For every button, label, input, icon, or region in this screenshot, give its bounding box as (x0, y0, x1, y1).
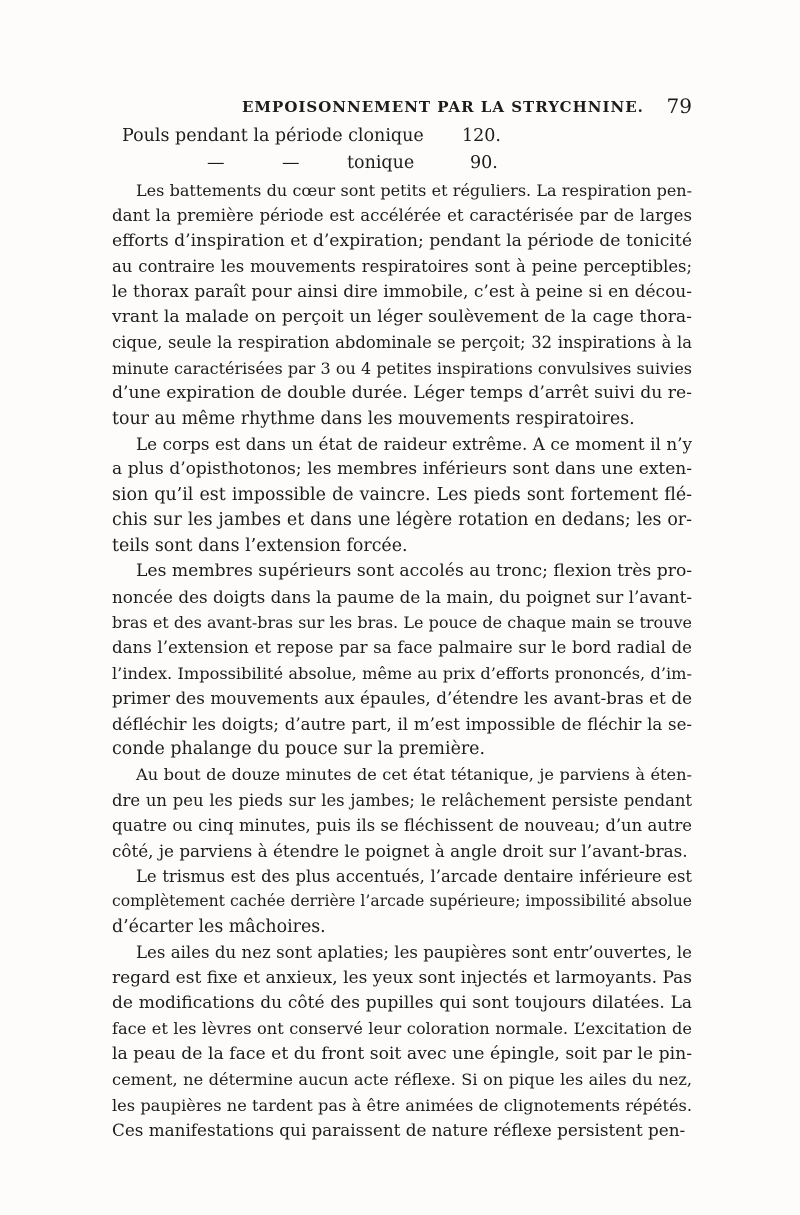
text-line: regard est fixe et anxieux, les yeux sont injectés et larmoyants. Pas (112, 967, 692, 988)
text-line: d’une expiration de double durée. Léger temps d’arrêt suivi du re- (112, 383, 692, 404)
text-line: complètement cachée derrière l’arcade supérieure; impossibilité absolue (112, 892, 692, 911)
text-line: le thorax paraît pour ainsi dire immobile, c’est à peine si en décou- (112, 281, 692, 302)
text-paragraphs (112, 178, 692, 1143)
text-line: de modifications du côté des pupilles qui sont toujours dilatées. La (112, 993, 692, 1013)
pulse-tonic-line (112, 151, 692, 178)
text-line: Ces manifestations qui paraissent de nature réflexe persistent pen- (112, 1120, 686, 1141)
text-line: face et les lèvres ont conservé leur coloration normale. L’excitation de (112, 1019, 692, 1039)
text-line: tour au même rhythme dans les mouvements respiratoires. (112, 408, 635, 429)
text-line: dre un peu les pieds sur les jambes; le relâchement persiste pendant (112, 790, 692, 810)
page-body (112, 124, 692, 1143)
text-line: dant la première période est accélérée et caractérisée par de larges (112, 206, 692, 226)
text-line: minute caractérisées par 3 ou 4 petites inspirations convulsives suivies (112, 358, 692, 378)
pulse-clonic-line (112, 124, 692, 151)
text-line: teils sont dans l’extension forcée. (112, 535, 408, 556)
text-line: Le corps est dans un état de raideur extrême. A ce moment il n’y (136, 434, 692, 455)
paragraph (112, 559, 692, 762)
page-header (112, 96, 692, 126)
text-line: Au bout de douze minutes de cet état tétanique, je parviens à éten- (136, 765, 692, 785)
text-line: cique, seule la respiration abdominale se perçoit; 32 inspirations à la (112, 333, 692, 353)
paragraph (112, 940, 692, 1143)
text-line: au contraire les mouvements respiratoires sont à peine perceptibles; (112, 257, 692, 277)
text-line: la peau de la face et du front soit avec une épingle, soit par le pin- (112, 1043, 692, 1064)
pulse-clonic-label: Pouls pendant la période clonique (122, 126, 424, 146)
text-line: Les membres supérieurs sont accolés au tronc; flexion très pro- (136, 561, 693, 582)
pulse-tonic-value: 90. (470, 153, 498, 173)
text-line: efforts d’inspiration et d’expiration; pendant la période de tonicité (112, 230, 692, 251)
text-line: sion qu’il est impossible de vaincre. Les pieds sont fortement flé- (112, 484, 692, 505)
running-title: EMPOISONNEMENT PAR LA STRYCHNINE. (242, 98, 644, 116)
paragraph (112, 762, 692, 864)
text-line: cement, ne détermine aucun acte réflexe. Si on pique les ailes du nez, (112, 1070, 692, 1090)
text-line: noncée des doigts dans la paume de la main, du poignet sur l’avant- (112, 586, 692, 607)
text-line: quatre ou cinq minutes, puis ils se fléchissent de nouveau; d’un autre (112, 816, 692, 836)
text-line: dans l’extension et repose par sa face palmaire sur le bord radial de (112, 638, 692, 658)
text-line: Les battements du cœur sont petits et réguliers. La respiration pen- (136, 181, 692, 200)
pulse-tonic-label: tonique (347, 153, 415, 173)
paragraph (112, 178, 692, 432)
text-line: l’index. Impossibilité absolue, même au prix d’efforts prononcés, d’im- (112, 663, 692, 683)
paragraph (112, 432, 692, 559)
page-number: 79 (666, 94, 692, 118)
text-line: d’écarter les mâchoires. (112, 916, 326, 937)
text-line: conde phalange du pouce sur la première. (112, 738, 486, 759)
text-line: Les ailes du nez sont aplaties; les paupières sont entr’ouvertes, le (136, 943, 692, 963)
text-line: a plus d’opisthotonos; les membres inférieurs sont dans une exten- (112, 459, 692, 480)
text-line: vrant la malade on perçoit un léger soulèvement de la cage thora- (112, 307, 692, 328)
text-line: chis sur les jambes et dans une légère rotation en dedans; les or- (112, 510, 692, 531)
text-line: défléchir les doigts; d’autre part, il m’est impossible de fléchir la se- (112, 714, 692, 734)
text-line: côté, je parviens à étendre le poignet à angle droit sur l’avant-bras. (112, 840, 688, 861)
text-line: bras et des avant-bras sur les bras. Le pouce de chaque main se trouve (112, 612, 692, 632)
pulse-clonic-value: 120. (462, 126, 501, 146)
ditto-dash-left: — (207, 153, 225, 173)
text-line: primer des mouvements aux épaules, d’étendre les avant-bras et de (112, 688, 692, 709)
ditto-dash-right: — (282, 153, 300, 173)
text-line: Le trismus est des plus accentués, l’arcade dentaire inférieure est (136, 866, 692, 886)
text-line: les paupières ne tardent pas à être animées de clignotements répétés. (112, 1095, 692, 1115)
paragraph (112, 864, 692, 940)
